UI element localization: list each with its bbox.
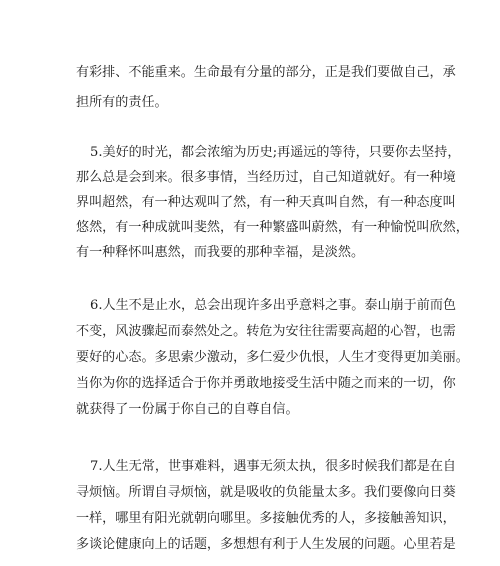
paragraph-line: 界叫超然，有一种达观叫了然，有一种天真叫自然，有一种态度叫 bbox=[76, 195, 456, 210]
paragraph-line: 悠然，有一种成就叫斐然，有一种繁盛叫蔚然，有一种愉悦叫欣然， bbox=[76, 220, 469, 235]
paragraph-line: 一样，哪里有阳光就朝向哪里。多接触优秀的人，多接触善知识， bbox=[76, 511, 456, 526]
paragraph-line: 有彩排、不能重来。生命最有分量的部分，正是我们要做自己，承 bbox=[76, 65, 456, 80]
paragraph-line: 5.美好的时光，都会浓缩为历史;再遥远的等待，只要你去坚持， bbox=[90, 145, 461, 160]
paragraph-line: 要好的心态。多思索少激动，多仁爱少仇恨，人生才变得更加美丽。 bbox=[76, 350, 469, 365]
paragraph-line: 寻烦恼。所谓自寻烦恼，就是吸收的负能量太多。我们要像向日葵 bbox=[76, 485, 456, 500]
paragraph-line: 6.人生不是止水，总会出现许多出乎意料之事。泰山崩于前而色 bbox=[90, 298, 457, 313]
paragraph-line: 就获得了一份属于你自己的自尊自信。 bbox=[76, 402, 299, 417]
paragraph-line: 有一种释怀叫惠然，而我要的那种幸福，是淡然。 bbox=[76, 245, 365, 260]
paragraph-line: 7.人生无常，世事难料，遇事无须太执，很多时候我们都是在自 bbox=[90, 459, 457, 474]
paragraph-line: 担所有的责任。 bbox=[76, 95, 168, 110]
paragraph-line: 不变，风波骤起而泰然处之。转危为安往往需要高超的心智，也需 bbox=[76, 324, 456, 339]
paragraph-line: 多谈论健康向上的话题，多想想有利于人生发展的问题。心里若是 bbox=[76, 537, 456, 552]
paragraph-line: 那么总是会到来。很多事情，当经历过，自己知道就好。有一种境 bbox=[76, 170, 456, 185]
paragraph-line: 当你为你的选择适合于你并勇敢地接受生活中随之而来的一切，你 bbox=[76, 376, 456, 391]
